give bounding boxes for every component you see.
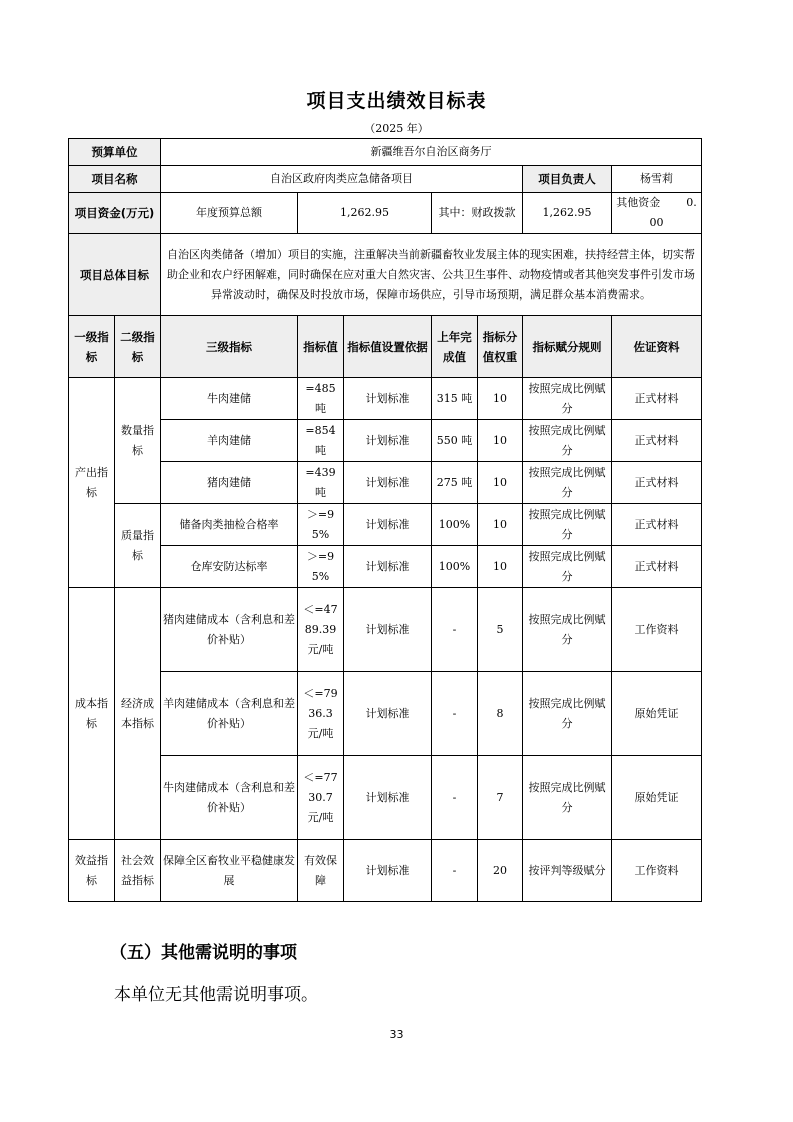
last-year-value: - xyxy=(432,756,478,840)
level2-indicator: 经济成本指标 xyxy=(115,588,161,840)
level3-header: 三级指标 xyxy=(161,316,298,378)
indicator-row xyxy=(69,546,702,588)
indicator-row xyxy=(69,588,702,672)
evidence-header: 佐证资料 xyxy=(612,316,702,378)
level2-indicator: 质量指标 xyxy=(115,504,161,588)
evidence: 正式材料 xyxy=(612,420,702,462)
level1-header: 一级指标 xyxy=(69,316,115,378)
leader-label: 项目负责人 xyxy=(523,166,612,193)
indicator-row xyxy=(69,504,702,546)
indicator-value: ＜=7730.7 元/吨 xyxy=(298,756,344,840)
indicator-row xyxy=(69,840,702,902)
performance-table xyxy=(68,138,702,902)
level3-indicator: 牛肉建储 xyxy=(161,378,298,420)
funds-label: 项目资金(万元) xyxy=(69,193,161,234)
last-year-value: 315 吨 xyxy=(432,378,478,420)
level3-indicator: 仓库安防达标率 xyxy=(161,546,298,588)
page-title: 项目支出绩效目标表 xyxy=(306,90,487,112)
budget-unit-value: 新疆维吾尔自治区商务厅 xyxy=(161,139,702,166)
scoring-rule: 按照完成比例赋分 xyxy=(523,672,612,756)
scoring-rule: 按照完成比例赋分 xyxy=(523,504,612,546)
evidence: 工作资料 xyxy=(612,840,702,902)
evidence: 原始凭证 xyxy=(612,672,702,756)
weight: 10 xyxy=(478,378,523,420)
scoring-rule: 按照完成比例赋分 xyxy=(523,378,612,420)
last-year-value: 100% xyxy=(432,504,478,546)
scoring-rule: 按照完成比例赋分 xyxy=(523,546,612,588)
budget-unit-label: 预算单位 xyxy=(69,139,161,166)
scoring-rule: 按评判等级赋分 xyxy=(523,840,612,902)
fiscal-funds-label: 其中：财政拨款 xyxy=(432,193,523,234)
basis: 计划标准 xyxy=(344,588,432,672)
level3-indicator: 猪肉建储 xyxy=(161,462,298,504)
level3-indicator: 羊肉建储 xyxy=(161,420,298,462)
indicator-value: =439吨 xyxy=(298,462,344,504)
weight: 10 xyxy=(478,420,523,462)
scoring-rule: 按照完成比例赋分 xyxy=(523,420,612,462)
last-year-value: 100% xyxy=(432,546,478,588)
evidence: 正式材料 xyxy=(612,378,702,420)
level1-indicator: 效益指标 xyxy=(69,840,115,902)
other-funds-cell xyxy=(612,193,702,234)
project-name-label: 项目名称 xyxy=(69,166,161,193)
level3-indicator: 储备肉类抽检合格率 xyxy=(161,504,298,546)
overall-goal-label: 项目总体目标 xyxy=(69,234,161,316)
scoring-rule: 按照完成比例赋分 xyxy=(523,588,612,672)
level3-indicator: 猪肉建储成本（含利息和差价补贴） xyxy=(161,588,298,672)
weight: 5 xyxy=(478,588,523,672)
weight: 8 xyxy=(478,672,523,756)
indicator-row xyxy=(69,420,702,462)
fiscal-funds-value: 1,262.95 xyxy=(523,193,612,234)
level3-indicator: 羊肉建储成本（含利息和差价补贴） xyxy=(161,672,298,756)
indicator-value: ＞=95% xyxy=(298,546,344,588)
evidence: 正式材料 xyxy=(612,504,702,546)
indicator-value: ＞=95% xyxy=(298,504,344,546)
overall-goal-text: 自治区肉类储备（增加）项目的实施，注重解决当前新疆畜牧业发展主体的现实困难，扶持经营主体，切实帮助企业和农户纾困解难，同时确保在应对重大自然灾害、公共卫生事件、动物疫情或者其他突发事件引发市场异常波动时，确保及时投放市场，保障市场供应，引导市场预期，满足群众基本消费需求。 xyxy=(161,234,702,316)
weight: 10 xyxy=(478,504,523,546)
weight: 10 xyxy=(478,546,523,588)
indicator-value: =485吨 xyxy=(298,378,344,420)
basis: 计划标准 xyxy=(344,378,432,420)
scoring-rule: 按照完成比例赋分 xyxy=(523,462,612,504)
weight-header: 指标分值权重 xyxy=(478,316,523,378)
project-name-value: 自治区政府肉类应急储备项目 xyxy=(161,166,523,193)
level3-indicator: 保障全区畜牧业平稳健康发展 xyxy=(161,840,298,902)
value-header: 指标值 xyxy=(298,316,344,378)
evidence: 正式材料 xyxy=(612,462,702,504)
indicator-row xyxy=(69,756,702,840)
last-year-value: - xyxy=(432,672,478,756)
level2-indicator: 社会效益指标 xyxy=(115,840,161,902)
evidence: 原始凭证 xyxy=(612,756,702,840)
last-year-value: - xyxy=(432,588,478,672)
basis: 计划标准 xyxy=(344,462,432,504)
scoring-rule: 按照完成比例赋分 xyxy=(523,756,612,840)
basis: 计划标准 xyxy=(344,504,432,546)
level3-indicator: 牛肉建储成本（含利息和差价补贴） xyxy=(161,756,298,840)
annual-budget-label: 年度预算总额 xyxy=(161,193,298,234)
last-year-header: 上年完成值 xyxy=(432,316,478,378)
indicator-value: 有效保障 xyxy=(298,840,344,902)
basis: 计划标准 xyxy=(344,840,432,902)
indicator-row xyxy=(69,672,702,756)
page-number: 33 xyxy=(389,1028,404,1041)
indicator-row xyxy=(69,378,702,420)
year-label: （2025 年） xyxy=(364,122,429,135)
leader-value: 杨雪莉 xyxy=(612,166,702,193)
evidence: 工作资料 xyxy=(612,588,702,672)
rule-header: 指标赋分规则 xyxy=(523,316,612,378)
header-row xyxy=(69,316,702,378)
section-text: 本单位无其他需说明事项。 xyxy=(114,985,318,1005)
basis: 计划标准 xyxy=(344,672,432,756)
last-year-value: 550 吨 xyxy=(432,420,478,462)
basis: 计划标准 xyxy=(344,546,432,588)
basis-header: 指标值设置依据 xyxy=(344,316,432,378)
level1-indicator: 产出指标 xyxy=(69,378,115,588)
level2-indicator: 数量指标 xyxy=(115,378,161,504)
section-heading: （五）其他需说明的事项 xyxy=(110,943,297,963)
basis: 计划标准 xyxy=(344,420,432,462)
annual-budget-value: 1,262.95 xyxy=(298,193,432,234)
other-funds-label: 其他资金 xyxy=(616,196,661,209)
weight: 7 xyxy=(478,756,523,840)
basis: 计划标准 xyxy=(344,756,432,840)
evidence: 正式材料 xyxy=(612,546,702,588)
weight: 10 xyxy=(478,462,523,504)
indicator-value: =854吨 xyxy=(298,420,344,462)
indicator-value: ＜=7936.3 元/吨 xyxy=(298,672,344,756)
indicator-row xyxy=(69,462,702,504)
weight: 20 xyxy=(478,840,523,902)
last-year-value: - xyxy=(432,840,478,902)
indicator-value: ＜=4789.39 元/吨 xyxy=(298,588,344,672)
last-year-value: 275 吨 xyxy=(432,462,478,504)
level1-indicator: 成本指标 xyxy=(69,588,115,840)
other-funds-value: 0.00 xyxy=(649,196,697,229)
level2-header: 二级指标 xyxy=(115,316,161,378)
